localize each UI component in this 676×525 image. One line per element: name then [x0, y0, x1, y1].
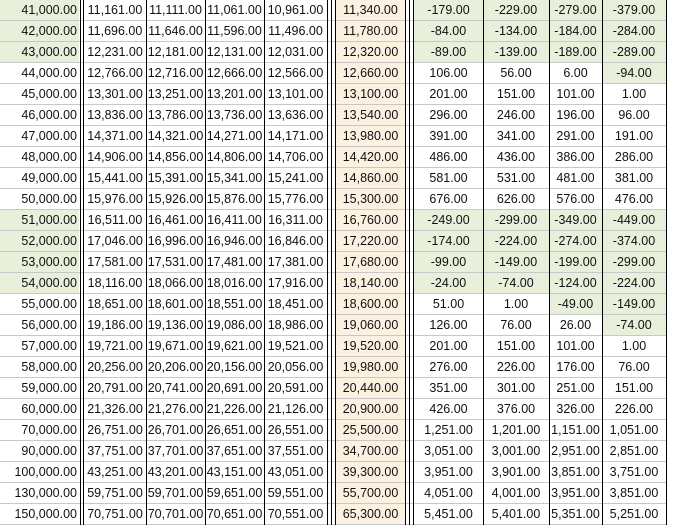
cell-h[interactable]: 1,201.00 [491, 423, 541, 437]
cell-b[interactable]: 20,256.00 [87, 360, 143, 374]
cell-e[interactable]: 20,056.00 [267, 360, 324, 374]
cell-b[interactable]: 26,751.00 [87, 423, 143, 437]
cell-e[interactable]: 15,241.00 [267, 171, 324, 185]
cell-j[interactable]: 5,251.00 [609, 507, 659, 521]
cell-j[interactable]: 1.00 [621, 87, 647, 101]
cell-h[interactable]: -224.00 [483, 231, 549, 252]
cell-d[interactable]: 43,151.00 [206, 465, 263, 479]
cell-h[interactable]: 76.00 [500, 318, 532, 332]
cell-b[interactable]: 11,161.00 [87, 3, 143, 17]
cell-g[interactable]: 51.00 [432, 297, 465, 311]
cell-j[interactable]: 96.00 [618, 108, 650, 122]
cell-g[interactable]: 3,951.00 [424, 465, 473, 479]
cell-a[interactable]: 51,000.00 [0, 210, 79, 231]
cell-h[interactable]: 1.00 [503, 297, 529, 311]
cell-i[interactable]: -189.00 [549, 42, 602, 63]
cell-a[interactable]: 150,000.00 [14, 507, 77, 521]
cell-i[interactable]: 5,351.00 [551, 507, 600, 521]
cell-e[interactable]: 12,566.00 [267, 66, 324, 80]
cell-d[interactable]: 13,736.00 [206, 108, 263, 122]
cell-e[interactable]: 37,551.00 [267, 444, 324, 458]
cell-h[interactable]: -134.00 [483, 21, 549, 42]
cell-f[interactable]: 19,980.00 [342, 360, 399, 374]
cell-f[interactable]: 25,500.00 [342, 423, 399, 437]
cell-c[interactable]: 17,531.00 [147, 255, 204, 269]
cell-c[interactable]: 14,856.00 [147, 150, 204, 164]
cell-c[interactable]: 19,671.00 [147, 339, 204, 353]
cell-b[interactable]: 17,581.00 [87, 255, 143, 269]
cell-g[interactable]: -99.00 [414, 252, 483, 273]
cell-j[interactable]: -449.00 [602, 210, 666, 231]
cell-i[interactable]: 6.00 [563, 66, 588, 80]
cell-d[interactable]: 13,201.00 [206, 87, 263, 101]
cell-i[interactable]: 386.00 [556, 150, 595, 164]
cell-c[interactable]: 15,391.00 [147, 171, 204, 185]
cell-i[interactable]: -124.00 [549, 273, 602, 294]
cell-h[interactable]: 226.00 [496, 360, 536, 374]
cell-g[interactable]: -89.00 [414, 42, 483, 63]
column-divider [80, 0, 81, 525]
cell-b[interactable]: 12,231.00 [87, 45, 143, 59]
column-divider [83, 0, 84, 525]
cell-d[interactable]: 18,016.00 [206, 276, 263, 290]
cell-f[interactable]: 14,420.00 [342, 150, 399, 164]
cell-d[interactable]: 59,651.00 [206, 486, 263, 500]
cell-b[interactable]: 13,301.00 [87, 87, 143, 101]
cell-g[interactable]: 4,051.00 [424, 486, 473, 500]
cell-h[interactable]: 56.00 [500, 66, 532, 80]
column-divider [205, 0, 206, 525]
cell-f[interactable]: 13,980.00 [342, 129, 399, 143]
cell-i[interactable]: 291.00 [556, 129, 595, 143]
cell-f[interactable]: 17,680.00 [342, 255, 399, 269]
cell-a[interactable]: 130,000.00 [14, 486, 77, 500]
cell-h[interactable]: 341.00 [496, 129, 536, 143]
cell-b[interactable]: 19,721.00 [87, 339, 143, 353]
cell-e[interactable]: 16,846.00 [267, 234, 324, 248]
cell-a[interactable]: 56,000.00 [21, 318, 77, 332]
cell-i[interactable]: 176.00 [556, 360, 595, 374]
cell-c[interactable]: 43,201.00 [147, 465, 204, 479]
cell-h[interactable]: -229.00 [483, 0, 549, 21]
cell-h[interactable]: 436.00 [496, 150, 536, 164]
cell-b[interactable]: 13,836.00 [87, 108, 143, 122]
cell-g[interactable]: -174.00 [414, 231, 483, 252]
cell-e[interactable]: 13,636.00 [267, 108, 324, 122]
cell-e[interactable]: 20,591.00 [267, 381, 324, 395]
cell-a[interactable]: 42,000.00 [0, 21, 79, 42]
cell-b[interactable]: 15,441.00 [87, 171, 143, 185]
cell-f[interactable]: 55,700.00 [342, 486, 399, 500]
cell-h[interactable]: 3,901.00 [491, 465, 541, 479]
cell-c[interactable]: 12,181.00 [147, 45, 204, 59]
cell-j[interactable]: -374.00 [602, 231, 666, 252]
column-divider [327, 0, 328, 525]
cell-f[interactable]: 13,100.00 [342, 87, 399, 101]
cell-c[interactable]: 11,646.00 [148, 24, 203, 38]
cell-d[interactable]: 26,651.00 [206, 423, 263, 437]
cell-i[interactable]: 101.00 [556, 339, 595, 353]
cell-c[interactable]: 70,701.00 [147, 507, 204, 521]
cell-e[interactable]: 17,381.00 [267, 255, 324, 269]
cell-g[interactable]: 3,051.00 [424, 444, 473, 458]
cell-e[interactable]: 11,496.00 [268, 24, 323, 38]
cell-f[interactable]: 16,760.00 [342, 213, 399, 227]
cell-i[interactable]: -184.00 [549, 21, 602, 42]
column-divider [549, 0, 550, 525]
cell-e[interactable]: 26,551.00 [267, 423, 324, 437]
cell-j[interactable]: -289.00 [602, 42, 666, 63]
cell-b[interactable]: 43,251.00 [87, 465, 143, 479]
cell-e[interactable]: 13,101.00 [267, 87, 324, 101]
cell-g[interactable]: -84.00 [414, 21, 483, 42]
column-divider [409, 0, 410, 525]
cell-f[interactable]: 18,140.00 [342, 276, 399, 290]
cell-c[interactable]: 21,276.00 [147, 402, 204, 416]
cell-a[interactable]: 54,000.00 [0, 273, 79, 294]
cell-d[interactable]: 11,061.00 [207, 3, 262, 17]
cell-a[interactable]: 53,000.00 [0, 252, 79, 273]
cell-g[interactable]: 351.00 [429, 381, 468, 395]
cell-c[interactable]: 13,786.00 [147, 108, 204, 122]
cell-e[interactable]: 10,961.00 [267, 3, 324, 17]
cell-d[interactable]: 21,226.00 [206, 402, 263, 416]
cell-e[interactable]: 17,916.00 [267, 276, 324, 290]
cell-j[interactable]: -379.00 [602, 0, 666, 21]
cell-g[interactable]: 126.00 [429, 318, 468, 332]
cell-h[interactable]: -299.00 [483, 210, 549, 231]
cell-a[interactable]: 58,000.00 [21, 360, 77, 374]
cell-j[interactable]: -94.00 [602, 63, 666, 84]
cell-j[interactable]: 286.00 [614, 150, 654, 164]
cell-j[interactable]: -224.00 [602, 273, 666, 294]
column-divider [405, 0, 406, 525]
cell-c[interactable]: 18,601.00 [147, 297, 204, 311]
cell-i[interactable]: 26.00 [559, 318, 592, 332]
cell-i[interactable]: -49.00 [549, 294, 602, 315]
cell-h[interactable]: 151.00 [496, 339, 536, 353]
cell-f[interactable]: 39,300.00 [342, 465, 399, 479]
cell-h[interactable]: 3,001.00 [491, 444, 541, 458]
cell-c[interactable]: 59,701.00 [147, 486, 204, 500]
cell-f[interactable]: 11,340.00 [343, 3, 398, 17]
cell-h[interactable]: 246.00 [496, 108, 536, 122]
cell-j[interactable]: 151.00 [614, 381, 654, 395]
cell-d[interactable]: 19,621.00 [206, 339, 263, 353]
cell-f[interactable]: 13,540.00 [342, 108, 399, 122]
cell-c[interactable]: 20,741.00 [147, 381, 204, 395]
cell-f[interactable]: 19,520.00 [342, 339, 399, 353]
cell-b[interactable]: 37,751.00 [87, 444, 143, 458]
cell-i[interactable]: 1,151.00 [551, 423, 600, 437]
cell-h[interactable]: 5,401.00 [491, 507, 541, 521]
cell-g[interactable]: -24.00 [414, 273, 483, 294]
cell-b[interactable]: 14,371.00 [87, 129, 143, 143]
cell-d[interactable]: 15,876.00 [206, 192, 263, 206]
cell-i[interactable]: 481.00 [556, 171, 595, 185]
cell-i[interactable]: 3,851.00 [551, 465, 600, 479]
cell-j[interactable]: 1.00 [621, 339, 647, 353]
cell-a[interactable]: 43,000.00 [0, 42, 79, 63]
cell-e[interactable]: 14,171.00 [267, 129, 324, 143]
column-divider [602, 0, 603, 525]
cell-a[interactable]: 45,000.00 [21, 87, 77, 101]
cell-f[interactable]: 12,660.00 [342, 66, 399, 80]
cell-g[interactable]: 276.00 [429, 360, 468, 374]
cell-a[interactable]: 41,000.00 [0, 0, 79, 21]
cell-b[interactable]: 11,696.00 [87, 24, 143, 38]
cell-a[interactable]: 59,000.00 [21, 381, 77, 395]
cell-j[interactable]: 3,751.00 [609, 465, 659, 479]
cell-j[interactable]: -299.00 [602, 252, 666, 273]
cell-c[interactable]: 12,716.00 [147, 66, 204, 80]
cell-d[interactable]: 14,271.00 [206, 129, 263, 143]
cell-d[interactable]: 20,691.00 [206, 381, 263, 395]
cell-j[interactable]: 476.00 [614, 192, 654, 206]
cell-c[interactable]: 20,206.00 [147, 360, 204, 374]
cell-f[interactable]: 65,300.00 [342, 507, 399, 521]
cell-c[interactable]: 19,136.00 [147, 318, 204, 332]
cell-g[interactable]: -249.00 [414, 210, 483, 231]
cell-d[interactable]: 20,156.00 [206, 360, 263, 374]
cell-j[interactable]: 381.00 [614, 171, 654, 185]
cell-g[interactable]: 201.00 [429, 87, 468, 101]
cell-f[interactable]: 12,320.00 [342, 45, 399, 59]
column-divider [146, 0, 147, 525]
cell-i[interactable]: 251.00 [556, 381, 595, 395]
cell-i[interactable]: 2,951.00 [551, 444, 600, 458]
cell-a[interactable]: 60,000.00 [21, 402, 77, 416]
cell-b[interactable]: 18,651.00 [87, 297, 143, 311]
cell-a[interactable]: 47,000.00 [21, 129, 77, 143]
cell-i[interactable]: 196.00 [556, 108, 595, 122]
cell-d[interactable]: 37,651.00 [206, 444, 263, 458]
column-divider [483, 0, 484, 525]
cell-f[interactable]: 15,300.00 [342, 192, 399, 206]
cell-a[interactable]: 48,000.00 [21, 150, 77, 164]
cell-h[interactable]: -74.00 [483, 273, 549, 294]
cell-b[interactable]: 70,751.00 [87, 507, 143, 521]
cell-g[interactable]: 1,251.00 [424, 423, 473, 437]
cell-f[interactable]: 19,060.00 [342, 318, 399, 332]
cell-d[interactable]: 15,341.00 [206, 171, 263, 185]
cell-h[interactable]: -149.00 [483, 252, 549, 273]
cell-b[interactable]: 59,751.00 [87, 486, 143, 500]
cell-j[interactable]: -149.00 [602, 294, 666, 315]
cell-c[interactable]: 13,251.00 [147, 87, 204, 101]
cell-f[interactable]: 14,860.00 [342, 171, 399, 185]
cell-e[interactable]: 21,126.00 [267, 402, 324, 416]
cell-c[interactable]: 18,066.00 [147, 276, 204, 290]
cell-h[interactable]: 531.00 [496, 171, 536, 185]
cell-b[interactable]: 21,326.00 [87, 402, 143, 416]
cell-b[interactable]: 19,186.00 [87, 318, 143, 332]
cell-f[interactable]: 11,780.00 [343, 24, 398, 38]
cell-b[interactable]: 18,116.00 [87, 276, 143, 290]
cell-j[interactable]: -74.00 [602, 315, 666, 336]
cell-a[interactable]: 44,000.00 [21, 66, 77, 80]
cell-d[interactable]: 14,806.00 [206, 150, 263, 164]
cell-e[interactable]: 15,776.00 [267, 192, 324, 206]
cell-g[interactable]: 676.00 [429, 192, 468, 206]
cell-d[interactable]: 16,411.00 [207, 213, 262, 227]
cell-d[interactable]: 11,596.00 [207, 24, 262, 38]
cell-i[interactable]: 326.00 [556, 402, 595, 416]
cell-a[interactable]: 90,000.00 [21, 444, 77, 458]
column-divider [335, 0, 336, 525]
cell-g[interactable]: 486.00 [429, 150, 468, 164]
cell-d[interactable]: 12,131.00 [206, 45, 263, 59]
column-divider [666, 0, 667, 525]
cell-c[interactable]: 16,461.00 [147, 213, 204, 227]
cell-g[interactable]: -179.00 [414, 0, 483, 21]
cell-h[interactable]: 151.00 [496, 87, 536, 101]
cell-f[interactable]: 17,220.00 [342, 234, 399, 248]
cell-j[interactable]: 76.00 [618, 360, 650, 374]
cell-i[interactable]: 3,951.00 [551, 486, 600, 500]
cell-i[interactable]: -279.00 [549, 0, 602, 21]
cell-d[interactable]: 17,481.00 [206, 255, 263, 269]
cell-b[interactable]: 17,046.00 [87, 234, 143, 248]
cell-g[interactable]: 426.00 [429, 402, 468, 416]
column-divider [264, 0, 265, 525]
cell-h[interactable]: 376.00 [496, 402, 536, 416]
cell-c[interactable]: 37,701.00 [147, 444, 204, 458]
cell-a[interactable]: 50,000.00 [21, 192, 77, 206]
cell-f[interactable]: 20,900.00 [342, 402, 399, 416]
cell-a[interactable]: 55,000.00 [21, 297, 77, 311]
cell-d[interactable]: 12,666.00 [206, 66, 263, 80]
cell-g[interactable]: 5,451.00 [424, 507, 473, 521]
cell-f[interactable]: 20,440.00 [342, 381, 399, 395]
cell-e[interactable]: 12,031.00 [267, 45, 324, 59]
cell-j[interactable]: 2,851.00 [609, 444, 659, 458]
cell-a[interactable]: 70,000.00 [21, 423, 77, 437]
cell-e[interactable]: 14,706.00 [267, 150, 324, 164]
cell-b[interactable]: 12,766.00 [87, 66, 143, 80]
column-divider [413, 0, 414, 525]
cell-d[interactable]: 18,551.00 [206, 297, 263, 311]
cell-g[interactable]: 106.00 [429, 66, 468, 80]
cell-d[interactable]: 70,651.00 [206, 507, 263, 521]
cell-e[interactable]: 70,551.00 [267, 507, 324, 521]
cell-h[interactable]: 4,001.00 [491, 486, 541, 500]
cell-c[interactable]: 26,701.00 [147, 423, 204, 437]
cell-g[interactable]: 296.00 [429, 108, 468, 122]
cell-d[interactable]: 19,086.00 [206, 318, 263, 332]
cell-b[interactable]: 20,791.00 [87, 381, 143, 395]
cell-b[interactable]: 16,511.00 [87, 213, 143, 227]
cell-j[interactable]: 226.00 [614, 402, 654, 416]
cell-e[interactable]: 16,311.00 [268, 213, 323, 227]
cell-c[interactable]: 14,321.00 [147, 129, 204, 143]
cell-e[interactable]: 19,521.00 [267, 339, 324, 353]
cell-b[interactable]: 15,976.00 [87, 192, 143, 206]
cell-h[interactable]: 301.00 [496, 381, 536, 395]
cell-b[interactable]: 14,906.00 [87, 150, 143, 164]
cell-e[interactable]: 59,551.00 [267, 486, 324, 500]
cell-e[interactable]: 18,986.00 [267, 318, 324, 332]
cell-i[interactable]: 576.00 [556, 192, 595, 206]
column-divider [331, 0, 332, 525]
cell-g[interactable]: 581.00 [429, 171, 468, 185]
cell-c[interactable]: 15,926.00 [147, 192, 204, 206]
cell-c[interactable]: 11,111.00 [149, 3, 202, 17]
cell-g[interactable]: 391.00 [429, 129, 468, 143]
cell-i[interactable]: 101.00 [556, 87, 595, 101]
cell-j[interactable]: -284.00 [602, 21, 666, 42]
cell-h[interactable]: 626.00 [496, 192, 536, 206]
cell-c[interactable]: 16,996.00 [147, 234, 204, 248]
cell-j[interactable]: 3,851.00 [609, 486, 659, 500]
cell-i[interactable]: -274.00 [549, 231, 602, 252]
cell-a[interactable]: 100,000.00 [14, 465, 77, 479]
cell-e[interactable]: 43,051.00 [267, 465, 324, 479]
cell-a[interactable]: 46,000.00 [21, 108, 77, 122]
cell-a[interactable]: 52,000.00 [0, 231, 79, 252]
cell-i[interactable]: -199.00 [549, 252, 602, 273]
cell-f[interactable]: 34,700.00 [342, 444, 399, 458]
cell-a[interactable]: 57,000.00 [21, 339, 77, 353]
cell-a[interactable]: 49,000.00 [21, 171, 77, 185]
cell-j[interactable]: 1,051.00 [609, 423, 659, 437]
cell-h[interactable]: -139.00 [483, 42, 549, 63]
cell-g[interactable]: 201.00 [429, 339, 468, 353]
cell-j[interactable]: 191.00 [614, 129, 654, 143]
cell-f[interactable]: 18,600.00 [342, 297, 399, 311]
cell-e[interactable]: 18,451.00 [267, 297, 324, 311]
cell-d[interactable]: 16,946.00 [206, 234, 263, 248]
cell-i[interactable]: -349.00 [549, 210, 602, 231]
